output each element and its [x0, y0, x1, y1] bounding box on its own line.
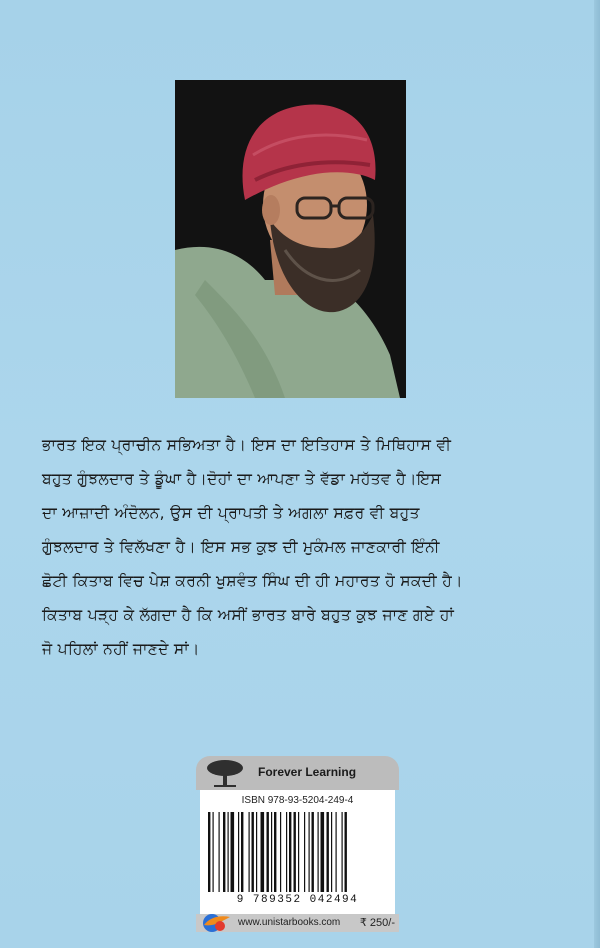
blurb-line: ਕਿਤਾਬ ਪੜ੍ਹ ਕੇ ਲੱਗਦਾ ਹੈ ਕਿ ਅਸੀਂ ਭਾਰਤ ਬਾਰੇ ਬਹੁਤ ਕੁਝ ਜਾਣ ਗਏ ਹਾਂ: [42, 606, 455, 624]
blurb-line: ਦਾ ਆਜ਼ਾਦੀ ਅੰਦੋਲਨ, ਉਸ ਦੀ ਪ੍ਰਾਪਤੀ ਤੇ ਅਗਲਾ ਸਫ਼ਰ ਵੀ ਬਹੁਤ: [42, 504, 420, 522]
barcode: [208, 812, 387, 892]
isbn-number: ISBN 978-93-5204-249-4: [241, 795, 354, 806]
brand-bar: [196, 756, 399, 790]
cover-edge: [594, 0, 600, 948]
barcode-area: [200, 790, 395, 914]
author-photo: [175, 80, 406, 398]
blurb-line: ਭਾਰਤ ਇਕ ਪ੍ਰਾਚੀਨ ਸਭਿਅਤਾ ਹੈ। ਇਸ ਦਾ ਇਤਿਹਾਸ ਤੇ ਮਿਥਿਹਾਸ ਵੀ: [42, 436, 452, 454]
book-price: ₹ 250/-: [359, 917, 395, 929]
blurb-line: ਛੋਟੀ ਕਿਤਾਬ ਵਿਚ ਪੇਸ਼ ਕਰਨੀ ਖੁਸ਼ਵੰਤ ਸਿੰਘ ਦੀ ਹੀ ਮਹਾਰਤ ਹੋ ਸਕਦੀ ਹੈ।: [42, 572, 463, 590]
book-blurb: [42, 428, 562, 666]
blurb-line: ਜੋ ਪਹਿਲਾਂ ਨਹੀਂ ਜਾਣਦੇ ਸਾਂ।: [42, 640, 200, 658]
publisher-logo-icon: [200, 911, 234, 937]
publisher-tagline: Forever Learning: [258, 765, 357, 779]
blurb-line: ਗੁੰਝਲਦਾਰ ਤੇ ਵਿਲੱਖਣਾ ਹੈ। ਇਸ ਸਭ ਕੁਝ ਦੀ ਮੁਕੰਮਲ ਜਾਣਕਾਰੀ ਇੰਨੀ: [42, 538, 440, 556]
publisher-website: www.unistarbooks.com: [238, 917, 341, 928]
barcode-digits: 9 789352 042494: [236, 894, 359, 906]
tree-logo-icon: [204, 758, 246, 792]
publisher-footer: [196, 914, 399, 932]
publisher-block: [196, 756, 399, 932]
blurb-line: ਬਹੁਤ ਗੁੰਝਲਦਾਰ ਤੇ ਡੂੰਘਾ ਹੈ।ਦੋਹਾਂ ਦਾ ਆਪਣਾ ਤੇ ਵੱਡਾ ਮਹੱਤਵ ਹੈ।ਇਸ: [42, 470, 442, 488]
